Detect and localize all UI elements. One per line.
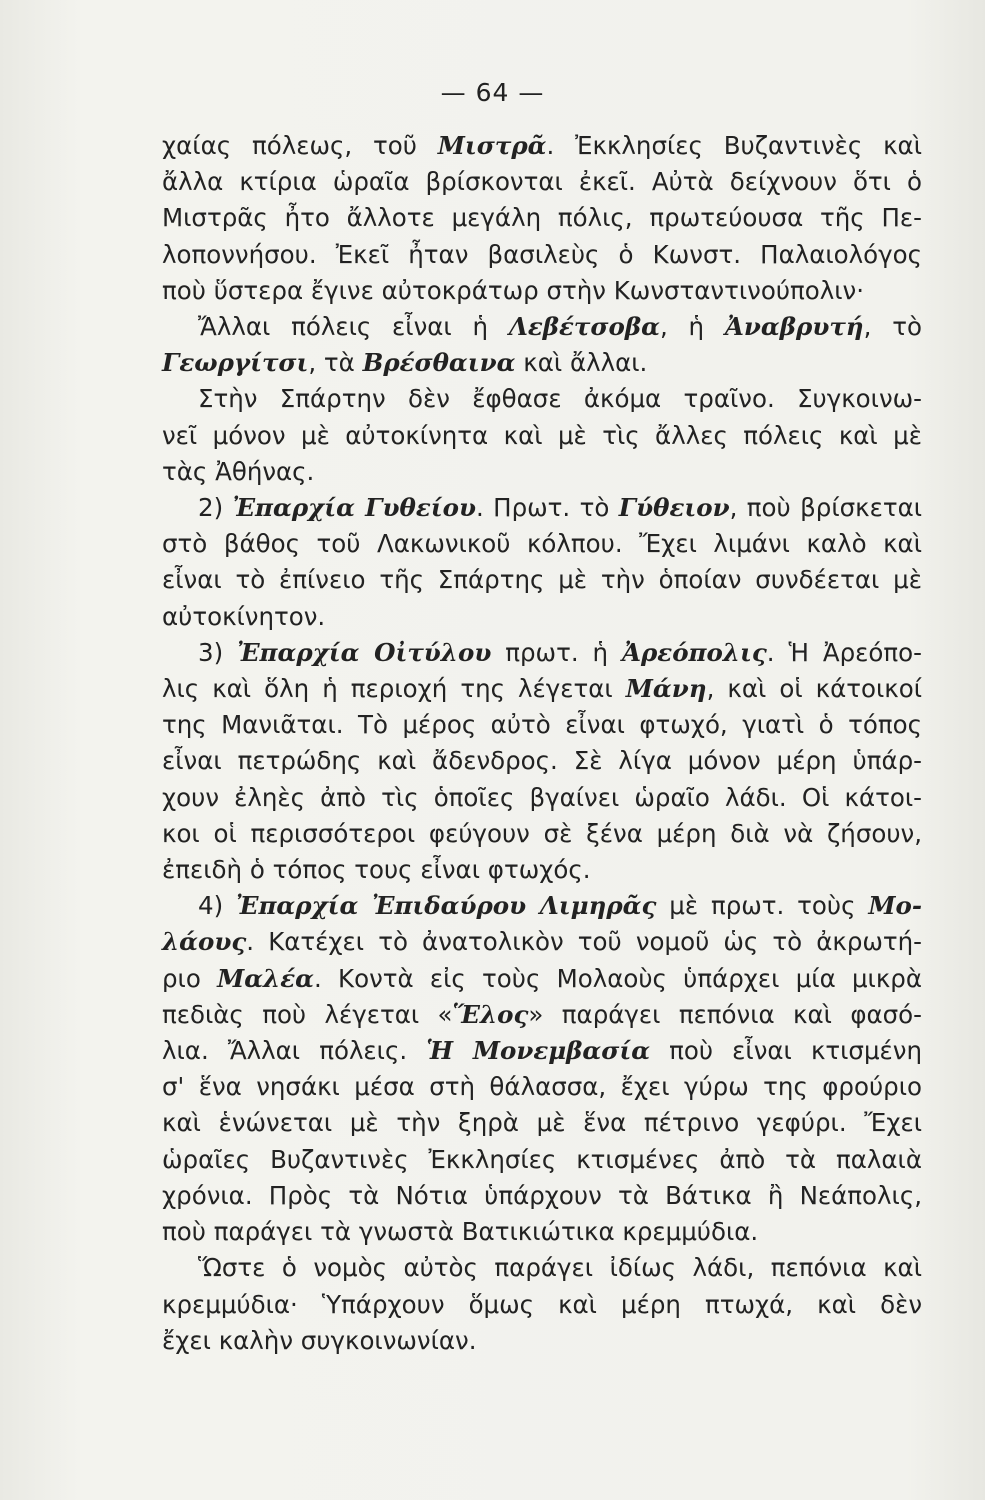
text-run: πρωτ. ἡ bbox=[491, 637, 622, 667]
text-run: της Μανιᾶται. Τὸ μέρος αὐτὸ εἶναι φτωχό, γιατὶ ὁ τόπος bbox=[162, 710, 922, 740]
text-run: πεδιὰς ποὺ λέγεται « bbox=[162, 999, 453, 1029]
text-run: μὲ πρωτ. τοὺς bbox=[656, 891, 869, 921]
text-line bbox=[162, 309, 922, 345]
text-run: , τὰ bbox=[308, 348, 363, 378]
page-number: — 64 — bbox=[440, 78, 545, 107]
text-line bbox=[162, 1323, 922, 1359]
text-run: σ' ἕνα νησάκι μέσα στὴ θάλασσα, ἔχει γύρω της φρούριο bbox=[162, 1072, 922, 1102]
text-line bbox=[162, 526, 922, 562]
emphasized-term: Ἀναβρυτή bbox=[724, 312, 864, 342]
emphasized-term: Γεωργίτσι bbox=[162, 348, 309, 378]
emphasized-term: Μάνη bbox=[625, 674, 707, 704]
text-line bbox=[162, 1033, 922, 1069]
text-line bbox=[162, 200, 922, 236]
text-run: Στὴν Σπάρτην δὲν ἔφθασε ἀκόμα τραῖνο. Συγκοινω- bbox=[198, 384, 922, 414]
emphasized-term: Μο- bbox=[868, 891, 922, 921]
body-text bbox=[162, 128, 922, 1359]
text-run: ποὺ ὕστερα ἔγινε αὐτοκράτωρ στὴν Κωνσταντινούπολιν· bbox=[162, 275, 865, 305]
paragraph bbox=[162, 1250, 922, 1359]
text-run: Ἄλλαι πόλεις εἶναι ἡ bbox=[198, 312, 509, 342]
emphasized-term: Μαλέα bbox=[217, 963, 314, 993]
paragraph bbox=[162, 309, 922, 381]
text-run: λια. Ἄλλαι πόλεις. bbox=[162, 1036, 427, 1066]
text-line bbox=[162, 562, 922, 598]
text-line bbox=[162, 743, 922, 779]
emphasized-term: Ἐπαρχία Οἰτύλου bbox=[237, 637, 492, 667]
emphasized-term: Ἐπαρχία Γυθείου bbox=[232, 493, 476, 523]
emphasized-term: Ἐπαρχία Ἐπιδαύρου Λιμηρᾶς bbox=[236, 891, 657, 921]
text-run: Μιστρᾶς ἦτο ἄλλοτε μεγάλη πόλις, πρωτεύουσα τῆς Πε- bbox=[162, 203, 922, 233]
emphasized-term: Ἕλος bbox=[452, 999, 529, 1029]
text-line bbox=[162, 924, 922, 960]
text-line bbox=[162, 490, 922, 526]
text-run: , ποὺ βρίσκεται bbox=[729, 493, 923, 523]
text-run: αὐτοκίνητον. bbox=[162, 601, 326, 631]
text-run: . Κατέχει τὸ ἀνατολικὸν τοῦ νομοῦ ὡς τὸ ἀκρωτή- bbox=[246, 927, 922, 957]
text-line bbox=[162, 237, 922, 273]
text-run: νεῖ μόνον μὲ αὐτοκίνητα καὶ μὲ τὶς ἄλλες πόλεις καὶ μὲ bbox=[162, 420, 922, 450]
emphasized-term: Λεβέτσοβα bbox=[508, 312, 660, 342]
paragraph bbox=[162, 635, 922, 888]
text-line bbox=[162, 635, 922, 671]
emphasized-term: Βρέσθαινα bbox=[362, 348, 516, 378]
emphasized-term: Μιστρᾶ bbox=[437, 131, 547, 160]
text-run: 3) bbox=[198, 637, 238, 667]
text-line bbox=[162, 707, 922, 743]
text-line bbox=[162, 599, 922, 635]
text-run: καὶ ἄλλαι. bbox=[515, 348, 648, 378]
emphasized-term: Γύθειον bbox=[618, 493, 730, 523]
text-line bbox=[162, 1178, 922, 1214]
text-line bbox=[162, 345, 922, 381]
paragraph bbox=[162, 381, 922, 490]
text-run: . Πρωτ. τὸ bbox=[475, 493, 619, 523]
text-run: χουν ἐληὲς ἀπὸ τὶς ὁποῖες βγαίνει ὡραῖο λάδι. Οἱ κάτοι- bbox=[162, 782, 922, 812]
text-line bbox=[162, 1105, 922, 1141]
text-run: ὡραῖες Βυζαντινὲς Ἐκκλησίες κτισμένες ἀπὸ τὰ παλαιὰ bbox=[162, 1144, 922, 1174]
paragraph bbox=[162, 888, 922, 1250]
text-run: ποὺ παράγει τὰ γνωστὰ Βατικιώτικα κρεμμύδια. bbox=[162, 1217, 759, 1247]
text-run: , καὶ οἱ κάτοικοί bbox=[706, 674, 922, 704]
emphasized-term: Ἡ Μονεμβασία bbox=[426, 1036, 651, 1066]
text-run: ἔχει καλὴν συγκοινωνίαν. bbox=[162, 1325, 477, 1355]
text-line bbox=[162, 961, 922, 997]
text-line bbox=[162, 128, 922, 164]
text-line bbox=[162, 816, 922, 852]
text-run: λις καὶ ὅλη ἡ περιοχή της λέγεται bbox=[162, 674, 626, 704]
text-line bbox=[162, 671, 922, 707]
paragraph bbox=[162, 490, 922, 635]
text-line bbox=[162, 888, 922, 924]
text-run: εἶναι πετρώδης καὶ ἄδενδρος. Σὲ λίγα μόνον μέρη ὑπάρ- bbox=[162, 746, 922, 776]
text-run: . Κοντὰ εἰς τοὺς Μολαοὺς ὑπάρχει μία μικρὰ bbox=[313, 963, 922, 993]
text-run: χρόνια. Πρὸς τὰ Νότια ὑπάρχουν τὰ Βάτικα ἢ Νεάπολις, bbox=[162, 1180, 922, 1210]
text-run: ριο bbox=[162, 963, 218, 993]
text-run: Ὥστε ὁ νομὸς αὐτὸς παράγει ἰδίως λάδι, πεπόνια καὶ bbox=[198, 1253, 922, 1283]
text-run: λοποννήσου. Ἐκεῖ ἦταν βασιλεὺς ὁ Κωνστ. Παλαιολόγος bbox=[162, 239, 922, 269]
text-line bbox=[162, 1287, 922, 1323]
text-line bbox=[162, 1069, 922, 1105]
text-run: στὸ βάθος τοῦ Λακωνικοῦ κόλπου. Ἔχει λιμάνι καλὸ καὶ bbox=[162, 529, 922, 559]
text-line bbox=[162, 997, 922, 1033]
text-run: εἶναι τὸ ἐπίνειο τῆς Σπάρτης μὲ τὴν ὁποίαν συνδέεται μὲ bbox=[162, 565, 922, 595]
text-run: 4) bbox=[198, 891, 237, 921]
paragraph bbox=[162, 128, 922, 309]
text-run: χαίας πόλεως, τοῦ bbox=[162, 131, 438, 160]
text-run: . Ἡ Ἀρεόπο- bbox=[766, 637, 922, 667]
text-run: ἐπειδὴ ὁ τόπος τους εἶναι φτωχός. bbox=[162, 855, 591, 885]
text-run: , τὸ bbox=[863, 312, 922, 342]
text-line bbox=[162, 418, 922, 454]
text-run: » παράγει πεπόνια καὶ φασό- bbox=[528, 999, 922, 1029]
text-line bbox=[162, 852, 922, 888]
text-run: 2) bbox=[198, 493, 233, 523]
text-line bbox=[162, 1250, 922, 1286]
emphasized-term: λάους bbox=[162, 927, 247, 957]
text-line bbox=[162, 454, 922, 490]
emphasized-term: Ἀρεόπολις bbox=[622, 637, 767, 667]
text-line bbox=[162, 1142, 922, 1178]
text-line bbox=[162, 164, 922, 200]
text-run: . Ἐκκλησίες Βυζαντινὲς καὶ bbox=[546, 131, 922, 160]
text-run: ἄλλα κτίρια ὡραῖα βρίσκονται ἐκεῖ. Αὐτὰ δείχνουν ὅτι ὁ bbox=[162, 167, 922, 197]
text-run: ποὺ εἶναι κτισμένη bbox=[650, 1036, 922, 1066]
text-run: τὰς Ἀθήνας. bbox=[162, 456, 315, 486]
text-line bbox=[162, 1214, 922, 1250]
text-run: κρεμμύδια· Ὑπάρχουν ὅμως καὶ μέρη πτωχά, καὶ δὲν bbox=[162, 1289, 922, 1319]
text-line bbox=[162, 780, 922, 816]
text-line bbox=[162, 273, 922, 309]
text-line bbox=[162, 381, 922, 417]
text-run: , ἡ bbox=[659, 312, 725, 342]
text-run: κοι οἱ περισσότεροι φεύγουν σὲ ξένα μέρη διὰ νὰ ζήσουν, bbox=[162, 818, 922, 848]
text-run: καὶ ἑνώνεται μὲ τὴν ξηρὰ μὲ ἕνα πέτρινο γεφύρι. Ἔχει bbox=[162, 1108, 922, 1138]
